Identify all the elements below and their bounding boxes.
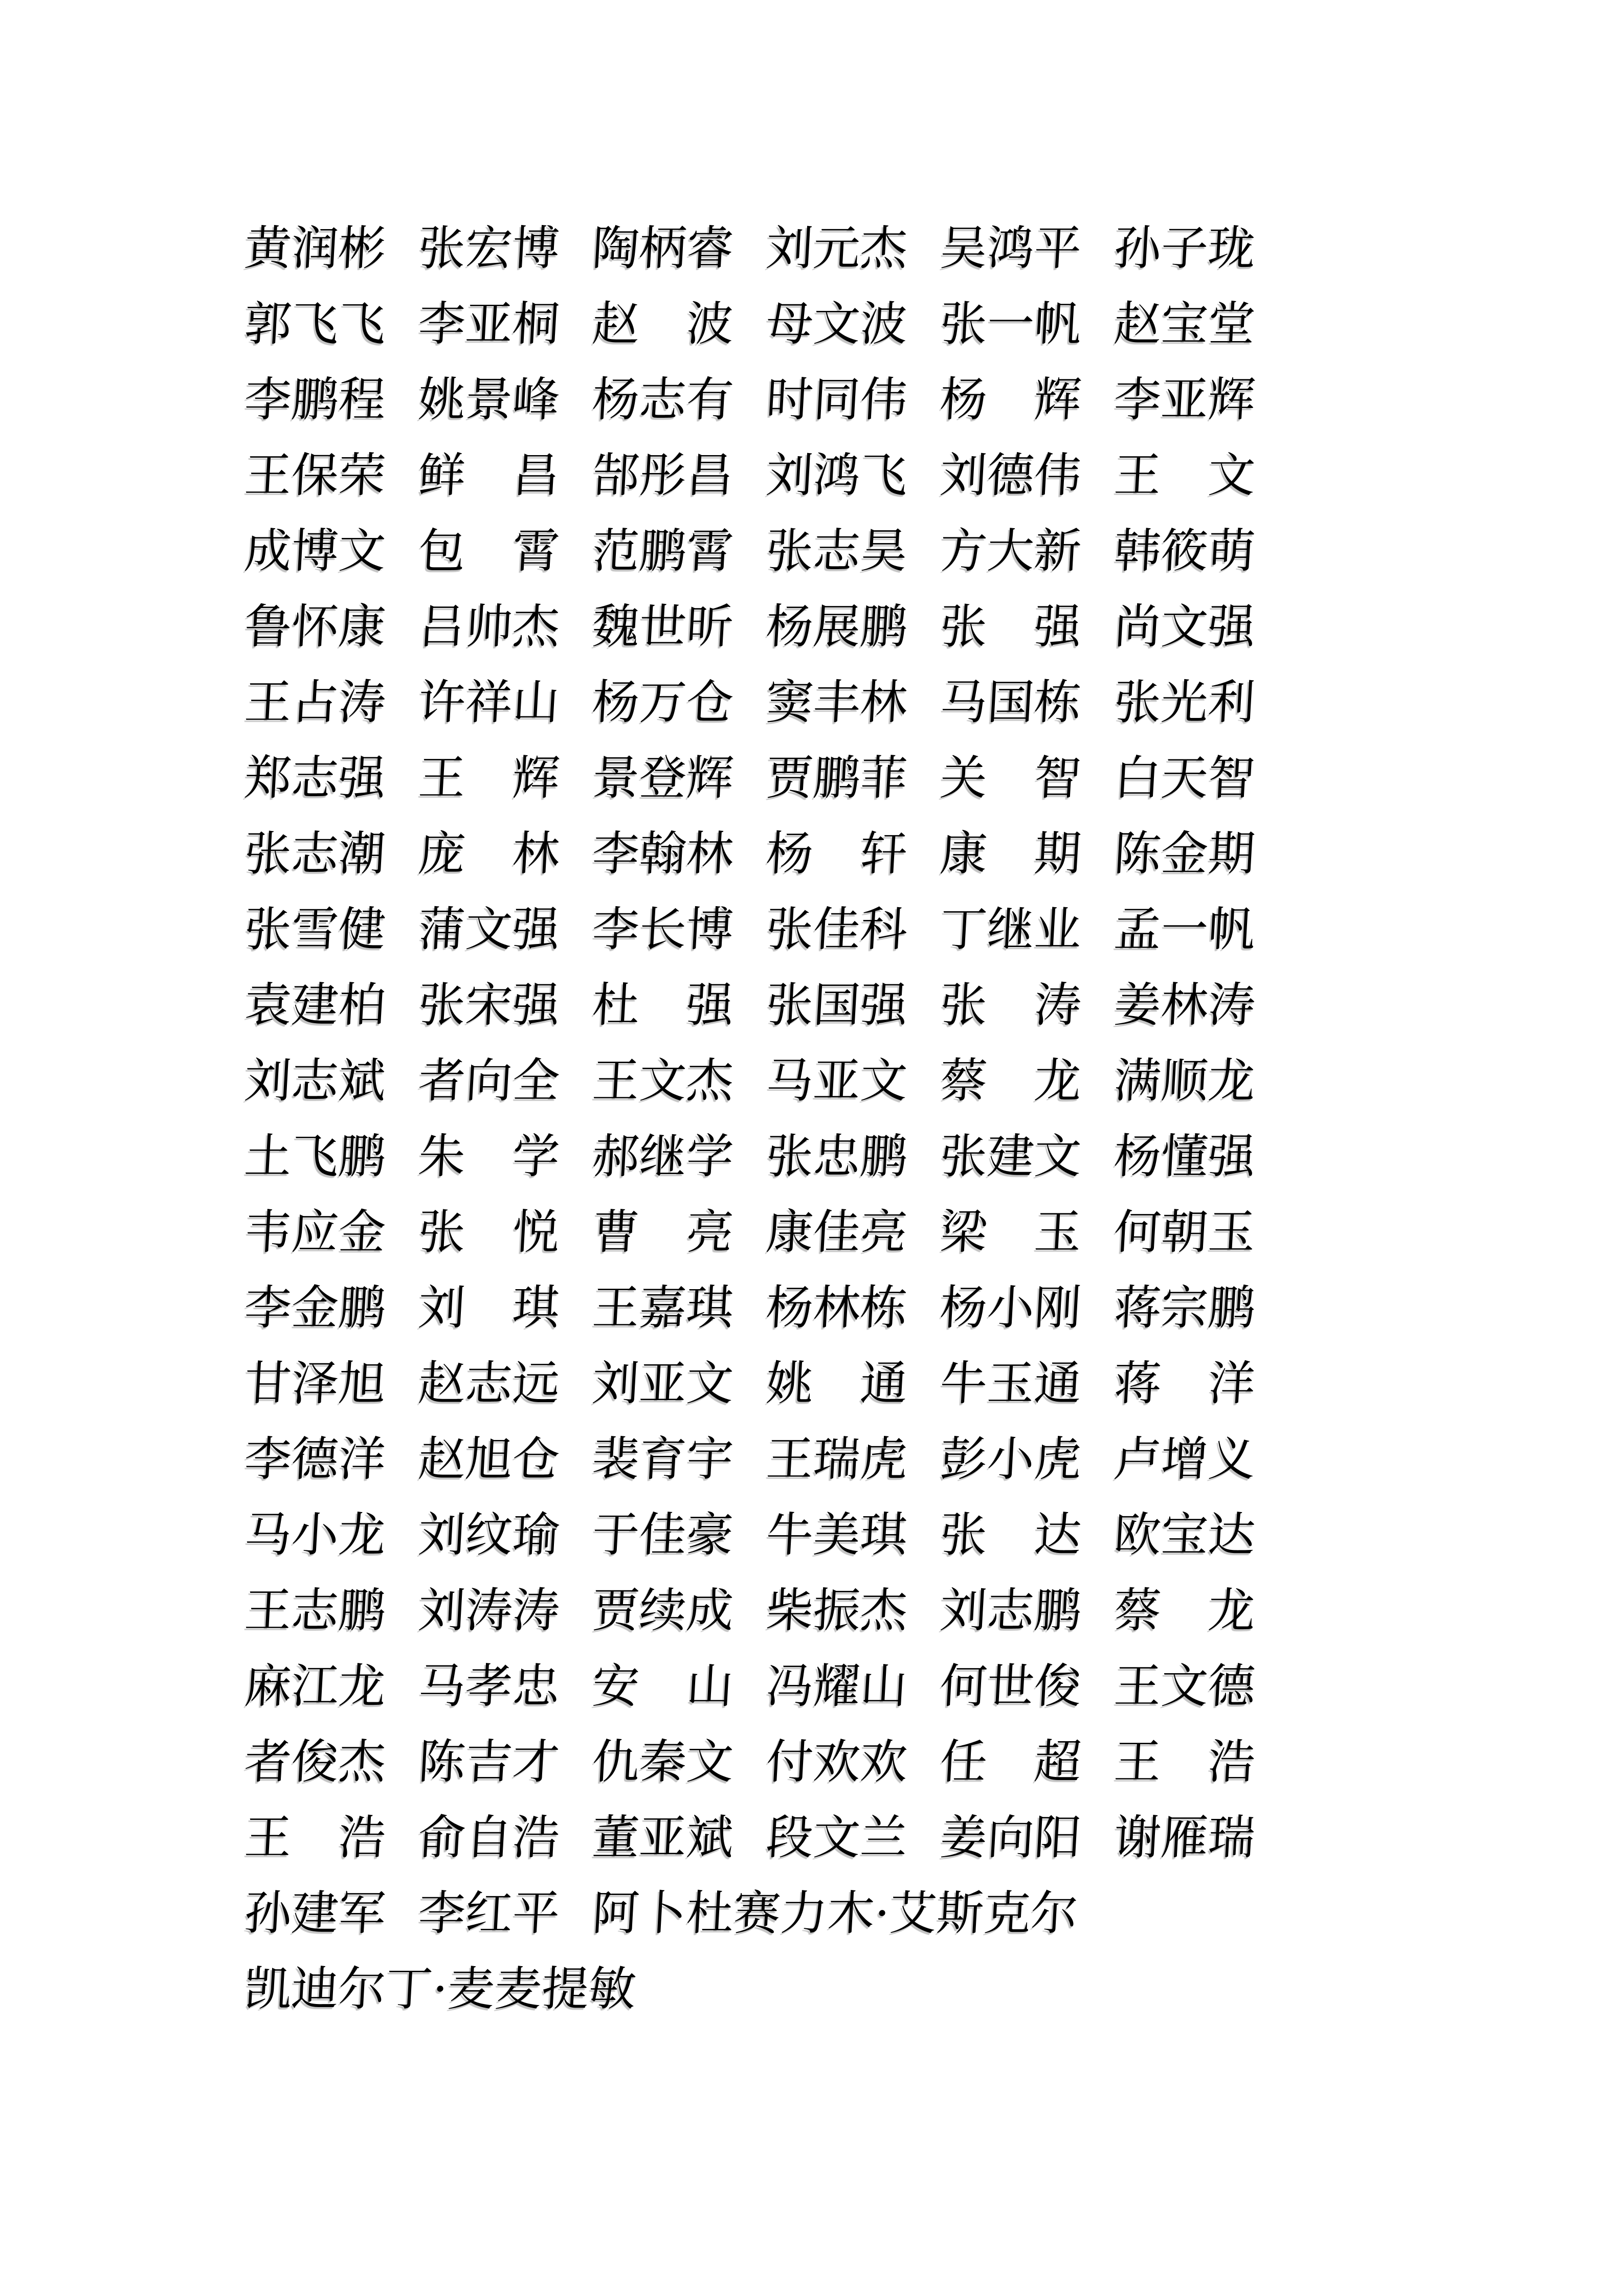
name-cell: 王嘉琪 [591, 1280, 736, 1335]
name-cell: 马国栋 [939, 675, 1083, 730]
name-cell: 董亚斌 [591, 1810, 736, 1865]
name-cell: 郭飞飞 [243, 297, 388, 351]
name-cell: 马孝忠 [417, 1659, 562, 1714]
name-cell: 曹 亮 [591, 1205, 736, 1259]
name-cell: 陶柄睿 [591, 221, 736, 276]
name-row [242, 1270, 1257, 1346]
name-cell: 康 期 [939, 826, 1083, 881]
name-cell: 王 文 [1113, 448, 1257, 503]
name-cell: 段文兰 [765, 1810, 909, 1865]
name-cell: 付欢欢 [765, 1735, 909, 1789]
name-cell: 张雪健 [243, 902, 388, 957]
name-cell: 姜向阳 [939, 1810, 1083, 1865]
name-cell: 张一帆 [939, 297, 1083, 351]
name-cell: 王瑞虎 [765, 1432, 909, 1487]
name-cell: 包 霄 [417, 524, 562, 578]
name-cell: 王文杰 [591, 1053, 736, 1108]
name-cell: 陈吉才 [417, 1735, 562, 1789]
name-cell: 张志昊 [765, 524, 909, 578]
name-cell: 王保荣 [243, 448, 388, 503]
name-cell: 刘 琪 [417, 1280, 562, 1335]
name-cell: 姚景峰 [417, 372, 562, 427]
name-cell: 蒲文强 [417, 902, 562, 957]
name-cell: 裴育宇 [591, 1432, 736, 1487]
name-cell: 袁建柏 [243, 978, 388, 1032]
name-cell: 刘亚文 [591, 1356, 736, 1411]
name-cell: 张 悦 [417, 1205, 562, 1259]
name-cell: 郜彤昌 [591, 448, 736, 503]
name-cell: 张佳科 [765, 902, 909, 957]
name-cell: 何世俊 [939, 1659, 1083, 1714]
name-cell: 麻江龙 [243, 1659, 388, 1714]
name-cell: 于佳豪 [591, 1507, 736, 1562]
name-cell: 张忠鹏 [765, 1129, 909, 1184]
name-row [242, 1497, 1257, 1573]
name-cell: 窦丰林 [765, 675, 909, 730]
name-row [242, 1951, 1257, 2027]
name-cell: 成博文 [243, 524, 388, 578]
name-cell: 彭小虎 [939, 1432, 1083, 1487]
name-cell: 牛美琪 [765, 1507, 909, 1562]
name-row [242, 1724, 1257, 1800]
name-cell: 王 浩 [243, 1810, 388, 1865]
name-cell: 欧宝达 [1113, 1507, 1257, 1562]
name-cell: 刘纹瑜 [417, 1507, 562, 1562]
name-cell: 土飞鹏 [243, 1129, 388, 1184]
name-row [242, 211, 1257, 286]
name-cell: 郑志强 [243, 751, 388, 805]
name-cell: 刘涛涛 [417, 1583, 562, 1638]
name-cell: 何朝玉 [1113, 1205, 1257, 1259]
name-cell: 任 超 [939, 1735, 1083, 1789]
name-cell: 庞 林 [417, 826, 562, 881]
name-cell: 谢雁瑞 [1113, 1810, 1257, 1865]
name-cell: 孙子珑 [1113, 221, 1257, 276]
name-cell: 张光利 [1113, 675, 1257, 730]
name-row [242, 286, 1257, 362]
name-cell: 仇秦文 [591, 1735, 736, 1789]
name-cell: 刘志鹏 [939, 1583, 1083, 1638]
name-row [242, 1573, 1257, 1649]
name-cell: 张 强 [939, 599, 1083, 654]
name-row [242, 740, 1257, 816]
name-cell: 景登辉 [591, 751, 736, 805]
name-cell: 韩筱萌 [1113, 524, 1257, 578]
name-cell: 牛玉通 [939, 1356, 1083, 1411]
name-cell: 梁 玉 [939, 1205, 1083, 1259]
name-cell: 张 达 [939, 1507, 1083, 1562]
name-cell: 王志鹏 [243, 1583, 388, 1638]
name-cell: 者向全 [417, 1053, 562, 1108]
name-cell: 杨展鹏 [765, 599, 909, 654]
name-cell: 杨小刚 [939, 1280, 1083, 1335]
name-cell: 张宏博 [417, 221, 562, 276]
name-cell: 凯迪尔丁·麦麦提敏 [243, 1962, 638, 2016]
name-row [242, 1800, 1257, 1876]
name-cell: 李长博 [591, 902, 736, 957]
name-cell: 杨 轩 [765, 826, 909, 881]
name-cell: 朱 学 [417, 1129, 562, 1184]
name-cell: 李鹏程 [243, 372, 388, 427]
name-row [242, 1649, 1257, 1724]
name-cell: 母文波 [765, 297, 909, 351]
name-cell: 鲜 昌 [417, 448, 562, 503]
name-cell: 姚 通 [765, 1356, 909, 1411]
name-cell: 尚文强 [1113, 599, 1257, 654]
name-row [242, 1876, 1257, 1951]
name-cell: 蔡 龙 [939, 1053, 1083, 1108]
name-cell: 安 山 [591, 1659, 736, 1714]
name-cell: 冯耀山 [765, 1659, 909, 1714]
name-row [242, 438, 1257, 513]
name-cell: 马亚文 [765, 1053, 909, 1108]
name-cell: 俞自浩 [417, 1810, 562, 1865]
name-row [242, 1346, 1257, 1422]
name-cell: 鲁怀康 [243, 599, 388, 654]
name-cell: 蔡 龙 [1113, 1583, 1257, 1638]
name-grid [244, 211, 1255, 2027]
name-cell: 姜林涛 [1113, 978, 1257, 1032]
name-cell: 杨志有 [591, 372, 736, 427]
name-cell: 张建文 [939, 1129, 1083, 1184]
name-row [242, 362, 1257, 438]
name-cell: 杨林栋 [765, 1280, 909, 1335]
name-row [242, 1043, 1257, 1119]
name-cell: 李德洋 [243, 1432, 388, 1487]
name-cell: 刘志斌 [243, 1053, 388, 1108]
name-cell: 刘德伟 [939, 448, 1083, 503]
name-cell: 赵旭仓 [417, 1432, 562, 1487]
name-cell: 孙建军 [243, 1886, 388, 1941]
name-cell: 王文德 [1113, 1659, 1257, 1714]
name-cell: 白天智 [1113, 751, 1257, 805]
name-cell: 张 涛 [939, 978, 1083, 1032]
name-cell: 方大新 [939, 524, 1083, 578]
name-cell: 李红平 [417, 1886, 562, 1941]
name-row [242, 892, 1257, 967]
name-cell: 黄润彬 [243, 221, 388, 276]
name-cell: 阿卜杜赛力木·艾斯克尔 [591, 1886, 1080, 1941]
name-cell: 甘泽旭 [243, 1356, 388, 1411]
name-cell: 刘元杰 [765, 221, 909, 276]
name-cell: 马小龙 [243, 1507, 388, 1562]
name-cell: 许祥山 [417, 675, 562, 730]
name-row [242, 1119, 1257, 1195]
name-cell: 吕帅杰 [417, 599, 562, 654]
name-cell: 贾续成 [591, 1583, 736, 1638]
name-cell: 者俊杰 [243, 1735, 388, 1789]
name-cell: 时同伟 [765, 372, 909, 427]
name-cell: 孟一帆 [1113, 902, 1257, 957]
name-cell: 杨 辉 [939, 372, 1083, 427]
name-cell: 蒋 洋 [1113, 1356, 1257, 1411]
name-cell: 王 浩 [1113, 1735, 1257, 1789]
name-row [242, 1422, 1257, 1497]
name-cell: 杜 强 [591, 978, 736, 1032]
name-cell: 李翰林 [591, 826, 736, 881]
name-cell: 蒋宗鹏 [1113, 1280, 1257, 1335]
name-cell: 张宋强 [417, 978, 562, 1032]
name-cell: 卢增义 [1113, 1432, 1257, 1487]
name-row [242, 1195, 1257, 1270]
name-cell: 赵志远 [417, 1356, 562, 1411]
name-cell: 范鹏霄 [591, 524, 736, 578]
name-cell: 张志潮 [243, 826, 388, 881]
name-cell: 张国强 [765, 978, 909, 1032]
name-cell: 关 智 [939, 751, 1083, 805]
name-cell: 王 辉 [417, 751, 562, 805]
name-row [242, 816, 1257, 892]
name-cell: 吴鸿平 [939, 221, 1083, 276]
name-row [242, 665, 1257, 740]
name-cell: 贾鹏菲 [765, 751, 909, 805]
name-cell: 陈金期 [1113, 826, 1257, 881]
name-cell: 康佳亮 [765, 1205, 909, 1259]
name-cell: 杨懂强 [1113, 1129, 1257, 1184]
name-cell: 赵宝堂 [1113, 297, 1257, 351]
name-cell: 刘鸿飞 [765, 448, 909, 503]
name-cell: 李亚辉 [1113, 372, 1257, 427]
name-cell: 韦应金 [243, 1205, 388, 1259]
name-cell: 丁继业 [939, 902, 1083, 957]
name-cell: 满顺龙 [1113, 1053, 1257, 1108]
name-row [242, 967, 1257, 1043]
name-row [242, 589, 1257, 665]
name-cell: 李亚桐 [417, 297, 562, 351]
name-cell: 魏世昕 [591, 599, 736, 654]
name-cell: 李金鹏 [243, 1280, 388, 1335]
name-cell: 王占涛 [243, 675, 388, 730]
name-cell: 柴振杰 [765, 1583, 909, 1638]
name-cell: 赵 波 [591, 297, 736, 351]
name-row [242, 513, 1257, 589]
name-cell: 郝继学 [591, 1129, 736, 1184]
name-cell: 杨万仓 [591, 675, 736, 730]
